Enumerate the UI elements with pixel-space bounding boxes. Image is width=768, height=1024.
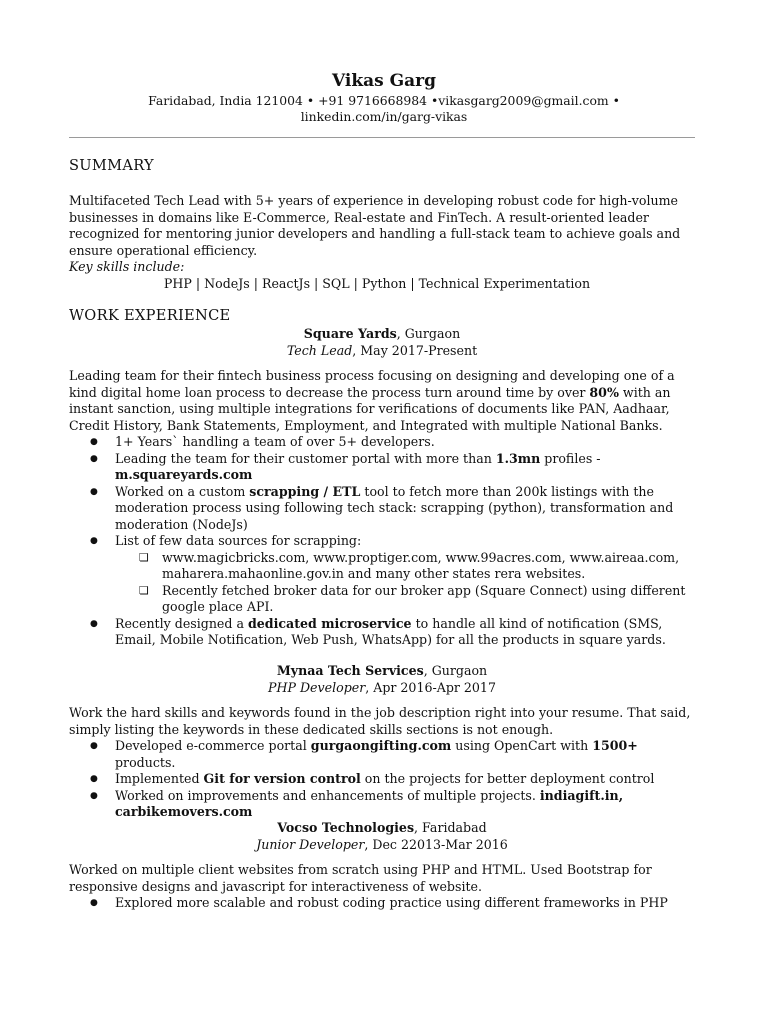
- summary-text: Multifaceted Tech Lead with 5+ years of experience in developing robust code for high-volume businesses in domains like E-Commerce, Real-estate and FinTech. A result-oriented leader recognized for mentoring junior developers and handling a full-stack team to achieve goals and ensure operational efficiency.: [69, 193, 681, 258]
- job-role: Junior Developer: [256, 836, 365, 852]
- job-dates: , Apr 2016-Apr 2017: [365, 679, 496, 695]
- list-item: ● Explored more scalable and robust coding practice using different frameworks in PHP: [69, 895, 695, 912]
- summary-heading: SUMMARY: [69, 157, 154, 174]
- job-dates: , Dec 22013-Mar 2016: [364, 836, 508, 852]
- job-role-line: [69, 837, 695, 854]
- job-square-yards: [69, 326, 695, 649]
- list-item: ● Developed e-commerce portal gurgaongifting.com using OpenCart with 1500+ products.: [69, 738, 695, 771]
- job-description: Worked on multiple client websites from scratch using PHP and HTML. Used Bootstrap for responsive designs and javascript for interactiveness of website.: [69, 862, 652, 894]
- list-item: ● Leading the team for their customer portal with more than 1.3mn profiles - m.squareyards.com: [69, 451, 695, 484]
- skills-label: Key skills include:: [69, 259, 185, 274]
- company-location: , Gurgaon: [396, 326, 461, 341]
- job-bullets: [69, 738, 695, 821]
- list-item: ● List of few data sources for scrapping:: [69, 533, 695, 550]
- job-description: Leading team for their fintech business process focusing on designing and developing one of a kind digital home loan process to decrease the process turn around time by over 80% with an instant sanction, using multiple integrations for verifications of documents like PAN, Aadhaar, Credit History, Bank Statements, Employment, and Integrated with multiple National Banks.: [69, 368, 675, 433]
- job-mynaa-tech: [69, 663, 695, 821]
- list-item: ● Implemented Git for version control on the projects for better deployment control: [69, 771, 695, 788]
- header-divider: [69, 137, 695, 138]
- summary-section: [69, 193, 695, 292]
- work-experience-heading: WORK EXPERIENCE: [69, 307, 231, 324]
- job-bullets: [69, 895, 695, 912]
- contact-line-2: linkedin.com/in/garg-vikas: [300, 109, 468, 124]
- job-description: Work the hard skills and keywords found in the job description right into your resume. That said, simply listing the keywords in these dedicated skills sections is not enough.: [69, 705, 691, 737]
- list-item: ● 1+ Years` handling a team of over 5+ developers.: [69, 434, 695, 451]
- sub-list-item: ❏ www.magicbricks.com, www.proptiger.com, www.99acres.com, www.aireaa.com, maharera.mahaonline.gov.in and many other states rera websites.: [69, 550, 695, 583]
- job-company-line: [69, 820, 695, 837]
- job-role: Tech Lead: [286, 342, 353, 358]
- list-item: ● Worked on a custom scrapping / ETL tool to fetch more than 200k listings with the moderation process using following tech stack: scrapping (python), transformation and moderation (NodeJs): [69, 484, 695, 534]
- job-role: PHP Developer: [268, 679, 366, 695]
- job-company-line: [69, 663, 695, 680]
- job-role-line: [69, 343, 695, 360]
- contact-line-1: Faridabad, India 121004 • +91 9716668984 •vikasgarg2009@gmail.com •: [148, 93, 620, 108]
- job-dates: , May 2017-Present: [352, 342, 478, 358]
- job-role-line: [69, 680, 695, 697]
- candidate-name: Vikas Garg: [331, 71, 436, 91]
- company-location: , Gurgaon: [423, 663, 488, 678]
- list-item: ● Recently designed a dedicated microservice to handle all kind of notification (SMS, Email, Mobile Notification, Web Push, WhatsApp) for all the products in square yards.: [69, 616, 695, 649]
- company-name: Mynaa Tech Services: [276, 663, 424, 678]
- job-company-line: [69, 326, 695, 343]
- company-name: Vocso Technologies: [277, 820, 415, 835]
- list-item: ● Worked on improvements and enhancements of multiple projects. indiagift.in, carbikemovers.com: [69, 788, 695, 821]
- company-location: , Faridabad: [414, 820, 487, 835]
- job-vocso: [69, 820, 695, 912]
- company-name: Square Yards: [303, 326, 397, 341]
- skills-list: PHP | NodeJs | ReactJs | SQL | Python | Technical Experimentation: [163, 275, 591, 291]
- contact-info: [0, 93, 768, 125]
- job-bullets: [69, 434, 695, 649]
- sub-list-item: ❏ Recently fetched broker data for our broker app (Square Connect) using different google place API.: [69, 583, 695, 616]
